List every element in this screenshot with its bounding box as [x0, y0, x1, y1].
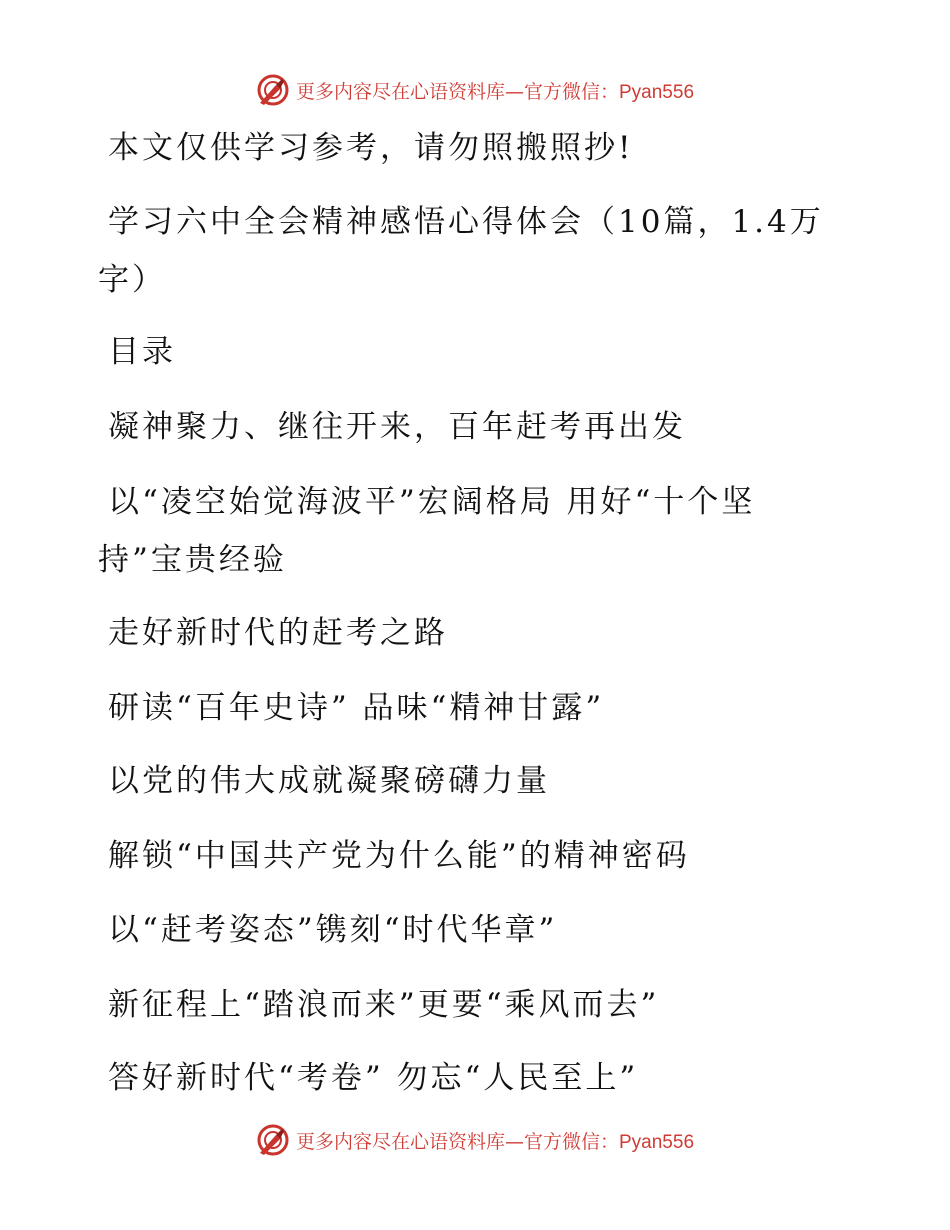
toc-item: 以“凌空始觉海波平”宏阔格局 用好“十个坚: [108, 484, 756, 520]
pen-logo-icon: [256, 73, 290, 107]
toc-item: 以“赶考姿态”镌刻“时代华章”: [108, 912, 558, 948]
toc-item: 解锁“中国共产党为什么能”的精神密码: [108, 838, 690, 874]
toc-item: 答好新时代“考卷” 勿忘“人民至上”: [108, 1060, 639, 1096]
document-title-line-2: 字）: [98, 262, 166, 298]
watermark-footer: [0, 1120, 950, 1160]
watermark-text: [296, 1127, 694, 1154]
watermark-wechat-id: Pyan556: [619, 81, 695, 103]
watermark-brand: 更多内容尽在心语资料库: [295, 80, 505, 103]
watermark-header: [0, 70, 950, 110]
toc-item-continuation: 持”宝贵经验: [98, 542, 287, 578]
watermark-wechat-label: 官方微信：: [523, 1130, 619, 1153]
toc-item: 凝神聚力、继往开来，百年赶考再出发: [108, 409, 686, 445]
toc-item: 新征程上“踏浪而来”更要“乘风而去”: [108, 987, 660, 1023]
toc-heading: 目录: [108, 334, 176, 370]
toc-item: 走好新时代的赶考之路: [108, 615, 448, 651]
watermark-separator: —: [504, 80, 524, 103]
toc-item: 研读“百年史诗” 品味“精神甘露”: [108, 690, 605, 726]
watermark-separator: —: [504, 1130, 524, 1153]
toc-item: 以党的伟大成就凝聚磅礴力量: [108, 763, 550, 799]
watermark-brand: 更多内容尽在心语资料库: [295, 1130, 505, 1153]
watermark-wechat-id: Pyan556: [619, 1131, 695, 1153]
watermark-wechat-label: 官方微信：: [523, 80, 619, 103]
document-title-line-1: 学习六中全会精神感悟心得体会（10篇，1.4万: [108, 204, 824, 240]
disclaimer: 本文仅供学习参考，请勿照搬照抄!: [108, 130, 634, 166]
pen-logo-icon: [256, 1123, 290, 1157]
watermark-text: [296, 77, 694, 104]
